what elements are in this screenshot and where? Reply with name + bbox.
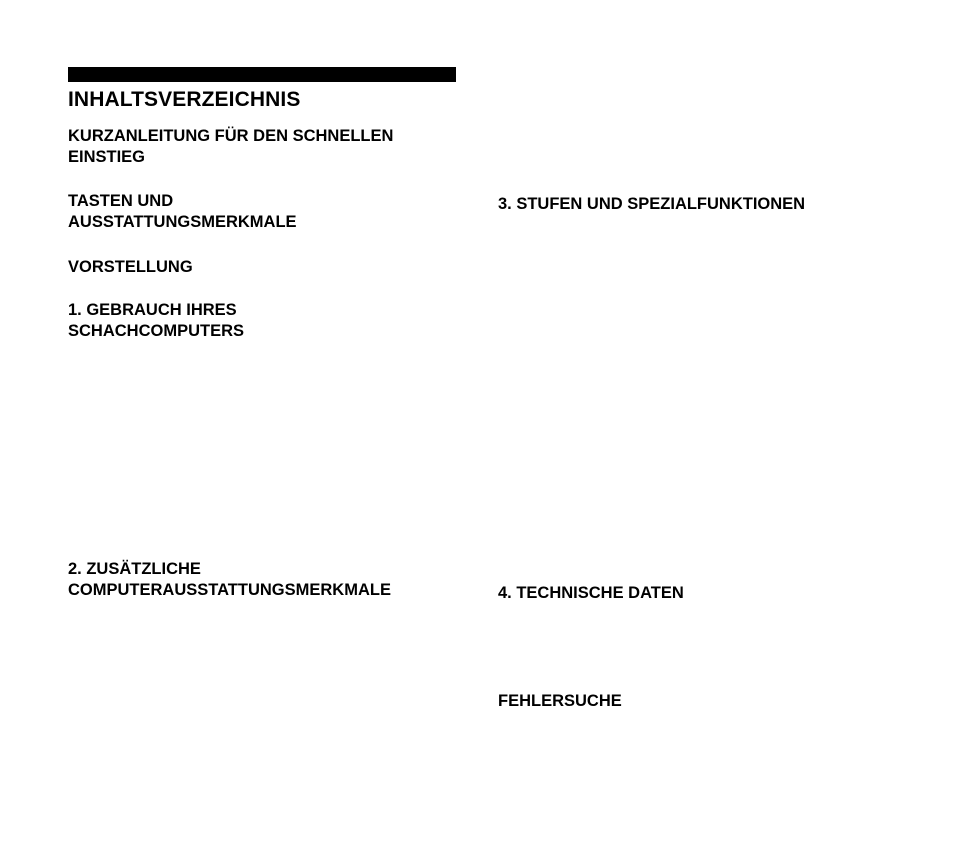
- toc-entry-line: EINSTIEG: [68, 148, 146, 166]
- toc-entry-keys-features: [68, 191, 297, 233]
- header-rule: [68, 67, 456, 82]
- toc-entry-line: VORSTELLUNG: [68, 258, 193, 276]
- toc-entry-line: 1. GEBRAUCH IHRES: [68, 301, 237, 319]
- toc-entry-line: COMPUTERAUSSTATTUNGSMERKMALE: [68, 581, 391, 599]
- toc-entry-introduction: [68, 257, 193, 278]
- toc-entry-line: KURZANLEITUNG FÜR DEN SCHNELLEN: [68, 127, 394, 145]
- toc-entry-using-computer: [68, 300, 244, 342]
- toc-entry-quickstart: [68, 126, 393, 168]
- toc-entry-line: TASTEN UND: [68, 192, 174, 210]
- toc-entry-line: AUSSTATTUNGSMERKMALE: [68, 213, 297, 231]
- toc-entry-additional-features: [68, 559, 391, 601]
- toc-entry-line: 4. TECHNISCHE DATEN: [498, 584, 684, 602]
- toc-entry-line: SCHACHCOMPUTERS: [68, 322, 245, 340]
- toc-entry-line: 2. ZUSÄTZLICHE: [68, 560, 201, 578]
- toc-entry-line: 3. STUFEN UND SPEZIALFUNKTIONEN: [498, 195, 806, 213]
- page-title: INHALTSVERZEICHNIS: [68, 88, 301, 111]
- toc-entry-line: FEHLERSUCHE: [498, 692, 622, 710]
- toc-entry-troubleshooting: [498, 691, 622, 712]
- toc-entry-technical-data: [498, 583, 684, 604]
- toc-entry-levels-special: [498, 194, 805, 215]
